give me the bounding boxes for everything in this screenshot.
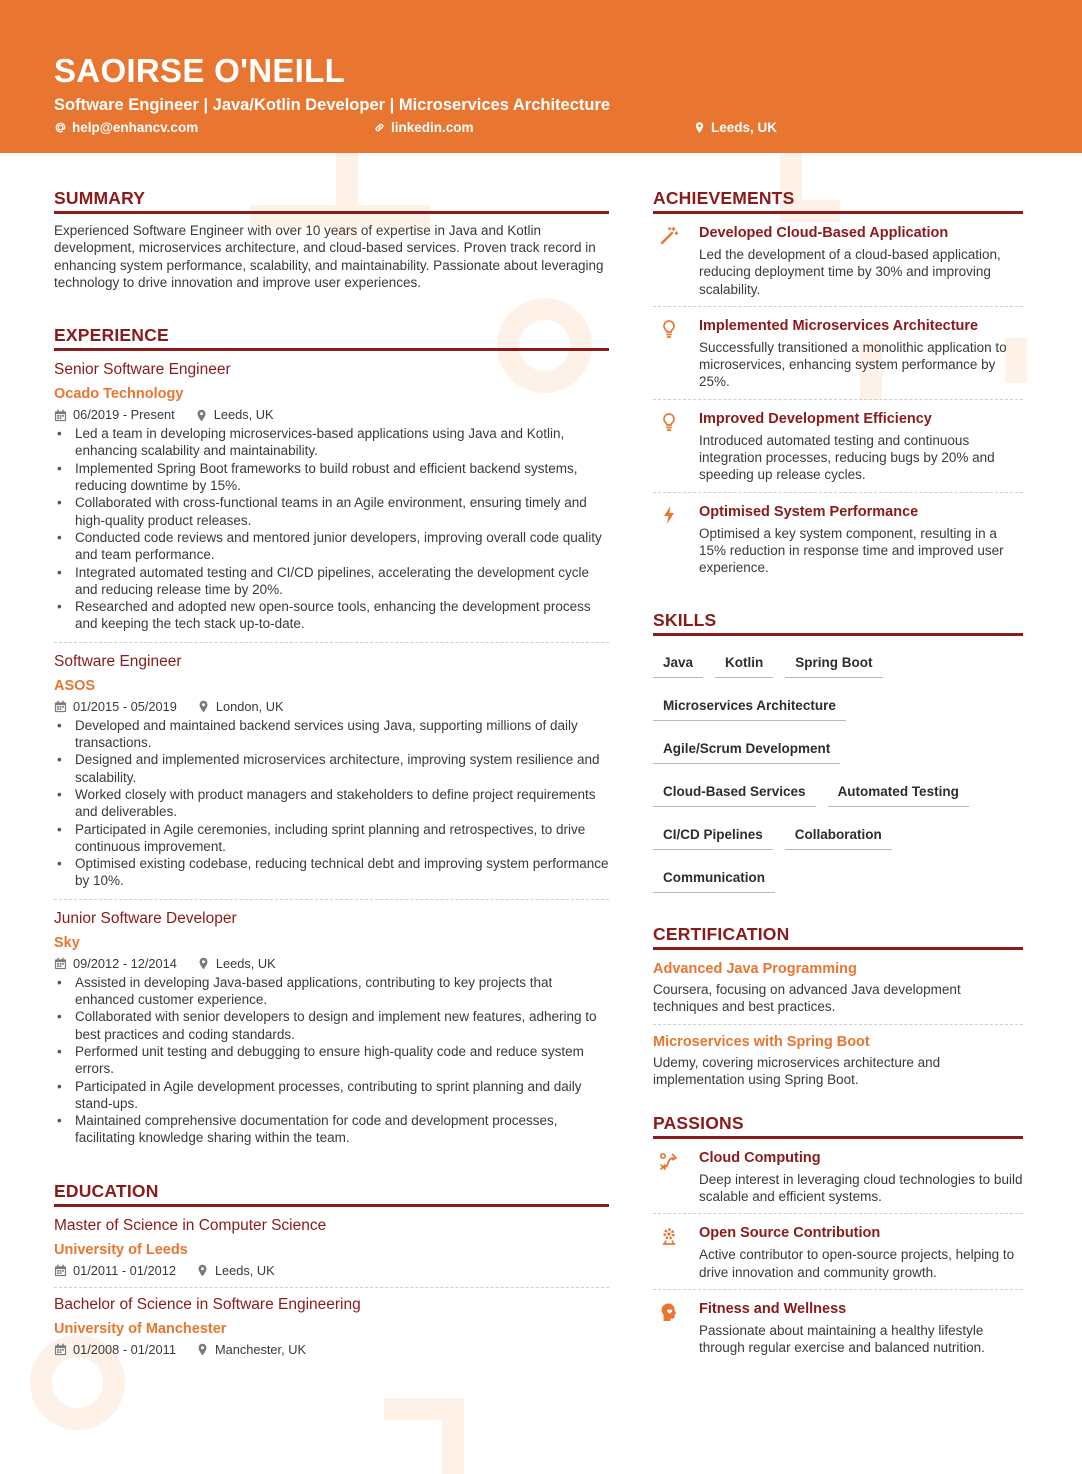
bullet-item: • Worked closely with product managers and stakeholders to define project requirements and deliverables. — [54, 786, 609, 821]
certification-title: Advanced Java Programming — [653, 960, 857, 977]
education-location: Manchester, UK — [214, 1341, 306, 1357]
map-pin-icon — [195, 409, 208, 422]
lightning-bolt-icon — [659, 505, 679, 525]
job-title: Senior Software Engineer — [54, 361, 231, 379]
map-pin-icon — [197, 957, 210, 970]
calendar-icon — [54, 700, 67, 713]
education-section — [54, 1180, 609, 1364]
at-sign-icon — [54, 121, 67, 134]
candidate-name: SAOIRSE O'NEILL — [54, 52, 346, 89]
education-meta — [54, 1342, 609, 1358]
map-pin-icon — [196, 1264, 209, 1277]
job-entry — [54, 652, 609, 896]
certification-desc: Coursera, focusing on advanced Java development techniques and best practices. — [653, 981, 961, 1014]
calendar-icon — [54, 1343, 67, 1356]
certification-title: Microservices with Spring Boot — [653, 1034, 870, 1051]
passion-title: Open Source Contribution — [699, 1225, 881, 1242]
certification-item — [653, 1033, 1023, 1089]
gear-head-icon — [659, 1226, 679, 1246]
job-dates: 09/2012 - 12/2014 — [73, 955, 177, 971]
experience-section — [54, 324, 609, 1153]
bullet-item: • Performed unit testing and debugging to ensure high-quality code and reduce system errors. — [54, 1043, 609, 1078]
school-name: University of Leeds — [54, 1241, 188, 1258]
job-location: Leeds, UK — [215, 955, 276, 971]
certification-desc: Udemy, covering microservices architecture and implementation using Spring Boot. — [653, 1055, 941, 1088]
link-icon — [373, 121, 386, 134]
achievement-desc: Introduced automated testing and continuous integration processes, reducing bugs by 20% and speeding up release cycles. — [699, 432, 995, 483]
job-entry — [54, 909, 609, 1153]
achievement-desc: Led the development of a cloud-based application, reducing deployment time by 30% and improving scalability. — [699, 247, 1001, 297]
passion-title: Fitness and Wellness — [699, 1300, 847, 1317]
certification-section — [653, 923, 1023, 1089]
job-location: London, UK — [215, 698, 284, 714]
passions-section — [653, 1112, 1023, 1365]
education-entry — [54, 1216, 609, 1285]
passion-title: Cloud Computing — [699, 1149, 821, 1166]
degree-title: Bachelor of Science in Software Engineering — [54, 1295, 361, 1313]
achievement-title: Improved Development Efficiency — [699, 410, 932, 427]
skills-list — [653, 644, 1023, 902]
skills-section — [653, 609, 1023, 902]
bullet-item: • Optimised existing codebase, reducing technical debt and improving system performance by 10%. — [54, 855, 609, 890]
achievement-title: Implemented Microservices Architecture — [699, 317, 979, 334]
location-text: Leeds, UK — [711, 120, 778, 135]
left-column — [54, 187, 609, 1364]
job-location: Leeds, UK — [213, 407, 274, 423]
summary-text: Experienced Software Engineer with over 10 years of expertise in Java and Kotlin development, microservices architecture, and cloud-based services. Proven track record in enhancing system performance, scalability, and maintainability. Passionate about leveraging technology to drive innovation and improve user experiences. — [54, 223, 604, 290]
resume-header — [0, 0, 1082, 153]
bullet-item: • Participated in Agile development processes, contributing to sprint planning and daily stand-ups. — [54, 1078, 609, 1113]
job-meta — [54, 407, 609, 423]
calendar-icon — [54, 957, 67, 970]
achievements-section — [653, 187, 1023, 585]
map-pin-icon — [197, 700, 210, 713]
achievement-title: Developed Cloud-Based Application — [699, 225, 949, 241]
job-bullets — [54, 425, 609, 633]
certification-item — [653, 960, 1023, 1016]
bullet-item: • Designed and implemented microservices architecture, improving system resilience and scalability. — [54, 751, 609, 786]
education-location: Leeds, UK — [214, 1262, 275, 1278]
education-dates: 01/2011 - 01/2012 — [73, 1262, 176, 1278]
bullet-item: • Collaborated with cross-functional teams in an Agile environment, ensuring timely and high-quality product releases. — [54, 494, 609, 529]
education-meta — [54, 1263, 609, 1279]
job-bullets — [54, 717, 609, 890]
skill-tag: Collaboration — [785, 816, 892, 850]
skill-tag: Automated Testing — [828, 773, 969, 807]
linkedin-text: linkedin.com — [391, 120, 474, 135]
job-meta — [54, 699, 609, 715]
right-column — [653, 187, 1023, 1365]
bullet-item: • Conducted code reviews and mentored junior developers, improving overall code quality and team performance. — [54, 529, 609, 564]
job-entry — [54, 360, 609, 639]
divider — [54, 899, 609, 900]
section-heading: EDUCATION — [54, 1180, 609, 1207]
summary-section — [54, 187, 609, 291]
section-heading: SKILLS — [653, 609, 1023, 636]
bullet-item: • Implemented Spring Boot frameworks to build robust and efficient backend systems, reducing downtime by 15%. — [54, 460, 609, 495]
bullet-item: • Maintained comprehensive documentation for code and development processes, facilitating knowledge sharing within the team. — [54, 1112, 609, 1147]
bullet-item: • Participated in Agile ceremonies, including sprint planning and retrospectives, to drive continuous improvement. — [54, 821, 609, 856]
section-heading: PASSIONS — [653, 1112, 1023, 1139]
bullet-item: • Integrated automated testing and CI/CD pipelines, accelerating the development cycle and reducing release time by 20%. — [54, 564, 609, 599]
lightbulb-icon — [659, 319, 679, 339]
bullet-item: • Assisted in developing Java-based applications, contributing to key projects that enhanced customer experience. — [54, 974, 609, 1009]
passion-item — [653, 1290, 1023, 1365]
candidate-title: Software Engineer | Java/Kotlin Developer | Microservices Architecture — [54, 96, 611, 114]
job-bullets — [54, 974, 609, 1147]
passion-desc: Active contributor to open-source projects, helping to drive innovation and community growth. — [699, 1247, 1015, 1280]
achievement-desc: Successfully transitioned a monolithic application to microservices, enhancing system performance by 25%. — [699, 339, 1007, 390]
magic-wand-icon — [659, 226, 679, 246]
achievement-item — [653, 400, 1023, 492]
route-icon — [659, 1151, 679, 1171]
skill-tag: Agile/Scrum Development — [653, 730, 840, 764]
achievement-title: Optimised System Performance — [699, 503, 919, 520]
bullet-item: • Researched and adopted new open-source tools, enhancing the development process and keeping the tech stack up-to-date. — [54, 598, 609, 633]
contact-linkedin[interactable] — [373, 120, 474, 135]
contact-email[interactable] — [54, 120, 198, 135]
education-entry — [54, 1295, 609, 1364]
skill-tag: Microservices Architecture — [653, 687, 846, 721]
passion-desc: Passionate about maintaining a healthy lifestyle through regular exercise and balanced nutrition. — [699, 1322, 985, 1356]
company-name: Sky — [54, 934, 80, 951]
skill-tag: Communication — [653, 859, 775, 893]
passion-item — [653, 1214, 1023, 1289]
company-name: Ocado Technology — [54, 386, 184, 403]
achievement-item — [653, 214, 1023, 306]
passion-desc: Deep interest in leveraging cloud technologies to build scalable and efficient systems. — [699, 1171, 1023, 1205]
contact-location — [693, 120, 777, 135]
divider — [54, 642, 609, 643]
job-dates: 06/2019 - Present — [73, 407, 175, 423]
bullet-item: • Developed and maintained backend services using Java, supporting millions of daily transactions. — [54, 717, 609, 752]
section-heading: CERTIFICATION — [653, 923, 1023, 950]
achievement-desc: Optimised a key system component, resulting in a 15% reduction in response time and improved user experience. — [699, 525, 1004, 576]
calendar-icon — [54, 1264, 67, 1277]
skill-tag: Cloud-Based Services — [653, 773, 816, 807]
job-dates: 01/2015 - 05/2019 — [73, 698, 177, 714]
job-meta — [54, 956, 609, 972]
school-name: University of Manchester — [54, 1320, 227, 1337]
divider — [54, 1287, 609, 1288]
job-title: Software Engineer — [54, 652, 182, 670]
section-heading: ACHIEVEMENTS — [653, 187, 1023, 214]
section-heading: SUMMARY — [54, 187, 609, 214]
decorative-shape — [442, 1398, 464, 1474]
head-silhouette-icon — [659, 1302, 679, 1322]
skill-tag: CI/CD Pipelines — [653, 816, 773, 850]
degree-title: Master of Science in Computer Science — [54, 1216, 327, 1234]
map-pin-icon — [196, 1343, 209, 1356]
skill-tag: Kotlin — [715, 644, 773, 678]
email-text: help@enhancv.com — [72, 120, 199, 135]
achievement-item — [653, 307, 1023, 399]
job-title: Junior Software Developer — [54, 909, 237, 927]
company-name: ASOS — [54, 677, 96, 694]
section-heading: EXPERIENCE — [54, 324, 609, 351]
bullet-item: • Collaborated with senior developers to design and implement new features, adhering to best practices and coding standards. — [54, 1008, 609, 1043]
skill-tag: Spring Boot — [785, 644, 882, 678]
passion-item — [653, 1139, 1023, 1214]
achievement-item — [653, 493, 1023, 585]
divider — [653, 1024, 1023, 1025]
bullet-item: • Led a team in developing microservices-based applications using Java and Kotlin, enhancing scalability and maintainability. — [54, 425, 609, 460]
lightbulb-icon — [659, 412, 679, 432]
calendar-icon — [54, 409, 67, 422]
map-pin-icon — [693, 121, 706, 134]
education-dates: 01/2008 - 01/2011 — [73, 1341, 176, 1357]
skill-tag: Java — [653, 644, 703, 678]
